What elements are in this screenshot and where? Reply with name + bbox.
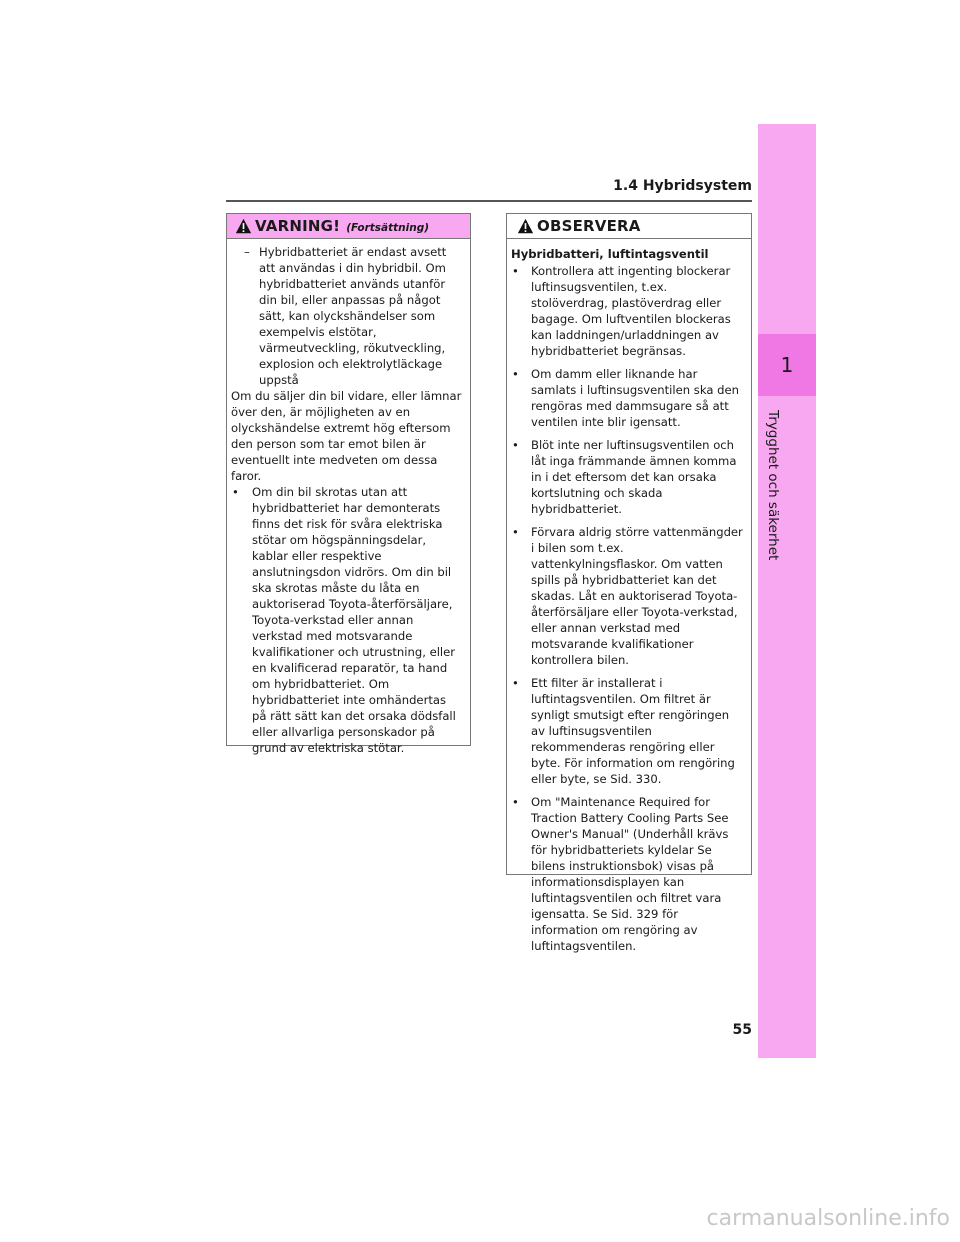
warning-bullet-text: Om din bil skrotas utan att hybridbatteriet har demonterats finns det risk för svåra elektriska stötar om högspänningsdelar, kablar eller respektive anslutningsdon vidrörs. Om din bil ska skrotas måste du låta en auktoriserad Toyota-återförsäljare, Toyota-verkstad eller annan verkstad med motsvarande kvalifikationer och utrustning, eller en kvalificerad reparatör, ta hand om hybridbatteriet. Om hybridbatteriet inte omhändertas på rätt sätt kan det orsaka dödsfall eller allvarliga personskador på grund av elektriska stötar. xyxy=(252,485,456,755)
warning-subtitle: (Fortsättning) xyxy=(346,221,430,234)
bullet-mark: • xyxy=(512,795,519,809)
list-item xyxy=(511,524,745,668)
bullet-mark: • xyxy=(512,438,519,452)
notice-header xyxy=(507,214,751,239)
notice-body xyxy=(507,239,751,954)
notice-item-text: Förvara aldrig större vattenmängder i bilen som t.ex. vattenkylningsflaskor. Om vatten spills på hybridbatteriet kan det skadas. Låt en auktoriserad Toyota-återförsäljare eller Toyota-verkstad, eller annan verkstad med motsvarande kvalifikationer kontrollera bilen. xyxy=(531,525,743,667)
warning-title: VARNING! xyxy=(255,217,341,235)
list-item xyxy=(511,263,745,359)
notice-item-text: Om "Maintenance Required for Traction Battery Cooling Parts See Owner's Manual" (Underhåll krävs för hybridbatteriets kyldelar Se bilens instruktionsbok) visas på informationsdisplayen kan luftintagsventilen och filtret vara igensatta. Se Sid. 329 för information om rengöring av luftintagsventilen. xyxy=(531,795,729,953)
list-item xyxy=(511,437,745,517)
header-rule xyxy=(226,200,752,202)
warning-triangle-icon xyxy=(517,218,534,235)
bullet-mark: • xyxy=(512,367,519,381)
watermark: carmanualsonline.info xyxy=(706,1206,950,1231)
chapter-title: Trygghet och säkerhet xyxy=(765,410,781,561)
notice-item-text: Blöt inte ner luftinsugsventilen och låt inga främmande ämnen komma in i det eftersom det kan orsaka kortslutning och skada hybridbatteriet. xyxy=(531,438,737,516)
notice-item-text: Om damm eller liknande har samlats i luftinsugsventilen ska den rengöras med dammsugare så att ventilen inte blir igensatt. xyxy=(531,367,739,429)
notice-box xyxy=(506,213,752,953)
warning-box xyxy=(226,213,471,755)
notice-item-text: Kontrollera att ingenting blockerar luftinsugsventilen, t.ex. stolöverdrag, plastöverdrag eller bagage. Om luftventilen blockeras kan laddningen/urladdningen av hybridbatteriet begränsas. xyxy=(531,264,731,358)
chapter-side-tab xyxy=(758,124,816,1058)
notice-subheading: Hybridbatteri, luftintagsventil xyxy=(511,247,709,261)
warning-paragraph: Om du säljer din bil vidare, eller lämnar över den, är möjligheten av en olyckshändelse extremt hög eftersom den person som tar emot bilen är eventuellt inte medveten om dessa faror. xyxy=(231,389,462,483)
bullet-mark: • xyxy=(512,676,519,690)
chapter-number: 1 xyxy=(758,334,816,396)
list-item xyxy=(511,675,745,787)
page-number: 55 xyxy=(732,1022,752,1038)
warning-bullet-item xyxy=(231,484,464,756)
warning-body xyxy=(227,239,470,756)
list-item xyxy=(511,366,745,430)
bullet-mark: • xyxy=(232,485,239,499)
warning-dash-text: Hybridbatteriet är endast avsett att användas i din hybridbil. Om hybridbatteriet används utanför din bil, eller anpassas på något sätt, kan olyckshändelser som exempelvis elstötar, värmeutveckling, rökutveckling, explosion och elektrolytläckage uppstå xyxy=(259,245,447,387)
warning-dash-item xyxy=(231,244,464,388)
bullet-mark: • xyxy=(512,525,519,539)
warning-triangle-icon xyxy=(235,218,252,235)
list-item xyxy=(511,794,745,954)
warning-header xyxy=(227,214,470,239)
dash-mark: – xyxy=(244,245,250,259)
notice-item-text: Ett filter är installerat i luftintagsventilen. Om filtret är synligt smutsigt efter rengöringen av luftinsugsventilen rekommenderas rengöring eller byte. För information om rengöring eller byte, se Sid. 330. xyxy=(531,676,735,786)
notice-title: OBSERVERA xyxy=(537,217,641,235)
section-header: 1.4 Hybridsystem xyxy=(613,178,752,194)
bullet-mark: • xyxy=(512,264,519,278)
